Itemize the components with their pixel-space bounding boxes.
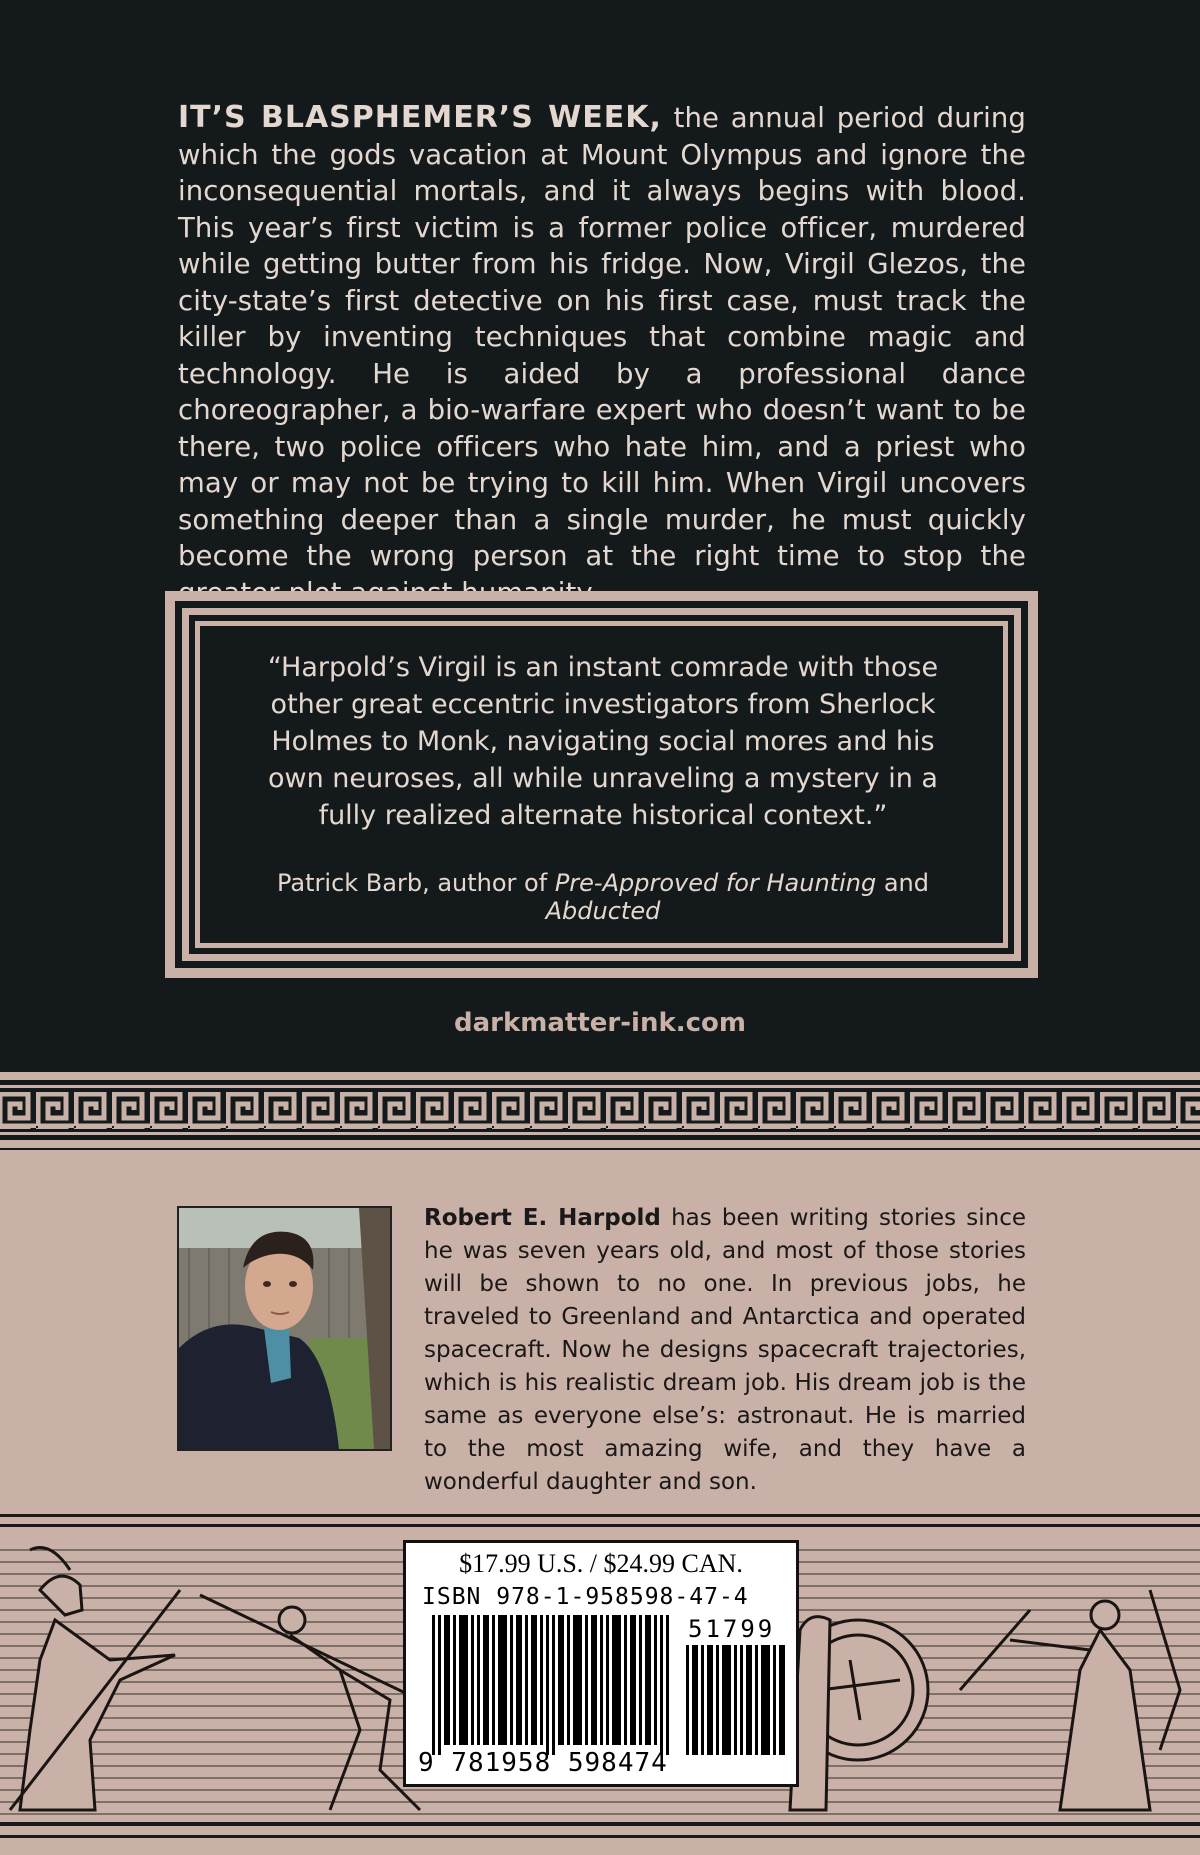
- attribution-and: and: [876, 869, 929, 897]
- price-label: $17.99 U.S. / $24.99 CAN.: [459, 1549, 743, 1578]
- greek-key-border: [0, 1070, 1200, 1150]
- attribution-book-2: Abducted: [545, 897, 661, 925]
- ean-bars: [432, 1615, 682, 1755]
- synopsis-lead: IT’S BLASPHEMER’S WEEK,: [178, 100, 662, 135]
- isbn-barcode: [403, 1540, 799, 1787]
- attribution-book-1: Pre-Approved for Haunting: [554, 869, 877, 897]
- isbn-label: ISBN 978-1-958598-47-4: [422, 1584, 749, 1610]
- attribution-prefix: Patrick Barb, author of: [277, 869, 555, 897]
- publisher-website: darkmatter-ink.com: [454, 1008, 746, 1038]
- synopsis-body: the annual period during which the gods vacation at Mount Olympus and ignore the inconsequential mortals, and it always begins with blood. This year’s first victim is a former police officer, murdered while getting butter from his fridge. Now, Virgil Glezos, the city-state’s first detective on his first case, must track the killer by inventing techniques that combine magic and technology. He is aided by a professional dance choreographer, a bio-warfare expert who doesn’t want to be there, two police officers who hate him, and a priest who may or may not be trying to kill him. When Virgil uncovers something deeper than a single murder, he must quickly become the wrong person at the right time to stop the: [178, 102, 1026, 572]
- addon-bars: [686, 1645, 786, 1755]
- author-bio: [424, 1202, 1026, 1499]
- author-section: [0, 1150, 1200, 1510]
- author-name: Robert E. Harpold: [424, 1205, 661, 1231]
- review-quote: “Harpold’s Virgil is an instant comrade with those other great eccentric investigators from Sherlock Holmes to Monk, navigating social mores and his own neuroses, all while unraveling a mystery in a fully realized alternate historical context.”: [267, 652, 939, 831]
- author-bio-text: has been writing stories since he was seven years old, and most of those stories will be shown to no one. In previous jobs, he traveled to Greenland and Antarctica and operated spacecraft. Now he designs spacecraft trajectories, which is his realistic dream job. His dream job is the same as everyone else’s: astronaut. He is married to the most amazing wife, and they have a wonderful daughter and son.: [424, 1205, 1026, 1495]
- review-attribution: [225, 869, 981, 925]
- review-quote-frame: [165, 591, 1038, 978]
- price-addon-code: 51799: [688, 1615, 776, 1643]
- synopsis-text: [178, 100, 1026, 611]
- author-photo: [177, 1206, 392, 1451]
- ean-number: 9 781958 598474: [418, 1748, 668, 1778]
